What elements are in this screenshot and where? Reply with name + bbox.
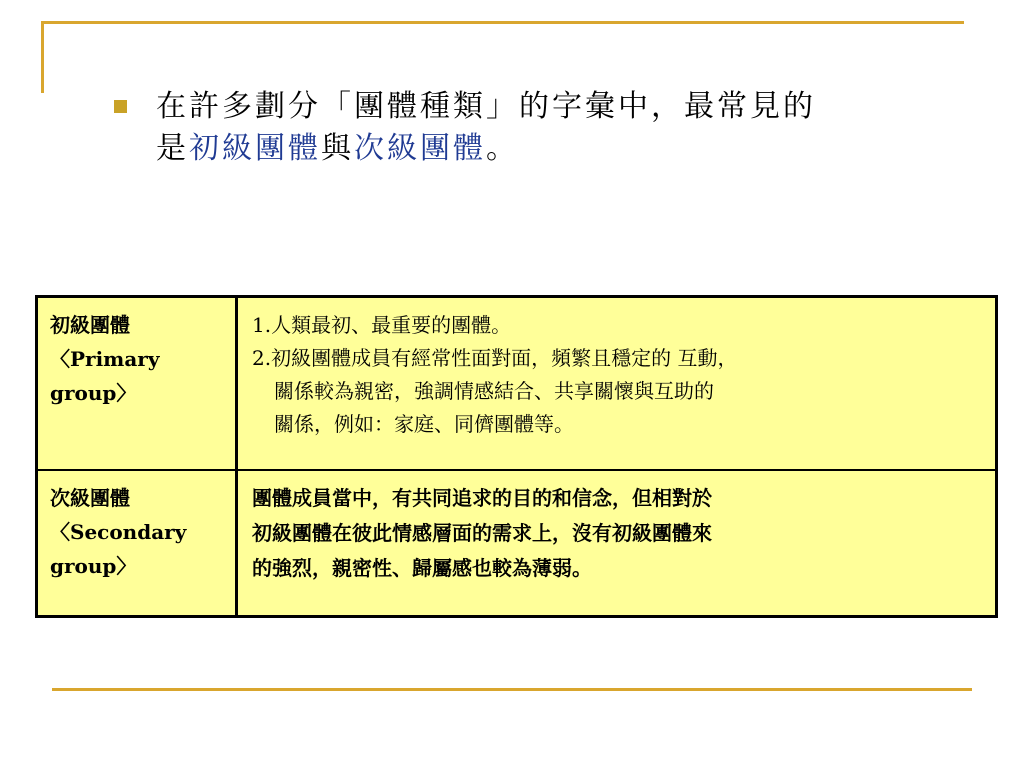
primary-term-en-2: group〉 [50, 381, 137, 405]
secondary-group-description-cell [252, 481, 972, 586]
bullet-text [156, 86, 1016, 170]
secondary-term-en-2: group〉 [50, 554, 137, 578]
secondary-desc-line-3: 的強烈，親密性、歸屬感也較為薄弱。 [252, 556, 592, 580]
table-row-divider [38, 469, 995, 471]
bullet-connector: 與 [321, 131, 354, 166]
table-column-divider [235, 298, 238, 615]
bullet-line-2-suffix: 。 [486, 131, 519, 166]
bullet-line-1: 在許多劃分「團體種類」的字彙中，最常見的 [156, 89, 816, 124]
group-comparison-table [35, 295, 998, 618]
secondary-desc-line-2: 初級團體在彼此情感層面的需求上，沒有初級團體來 [252, 521, 712, 545]
primary-group-term-cell [50, 308, 230, 410]
primary-term-en-1: 〈Primary [50, 347, 160, 371]
top-rule [41, 21, 964, 24]
primary-desc-item-2: 2.初級團體成員有經常性面對面，頻繁且穩定的 互動， [252, 346, 738, 370]
primary-group-description-cell [252, 309, 1002, 441]
bottom-rule [52, 688, 972, 691]
primary-desc-item-2-cont-1: 關係較為親密，強調情感結合、共享關懷與互助的 [274, 379, 714, 403]
bullet-line-2 [156, 128, 1016, 170]
term-primary-group: 初級團體 [189, 131, 321, 166]
secondary-term-zh: 次級團體 [50, 486, 130, 510]
secondary-group-term-cell [50, 481, 230, 583]
square-bullet-icon [114, 100, 127, 113]
secondary-desc-line-1: 團體成員當中，有共同追求的目的和信念，但相對於 [252, 486, 712, 510]
primary-desc-item-2-cont-2: 關係，例如：家庭、同儕團體等。 [274, 412, 574, 436]
primary-desc-item-1: 1.人類最初、最重要的團體。 [252, 313, 512, 337]
term-secondary-group: 次級團體 [354, 131, 486, 166]
bullet-line-2-prefix: 是 [156, 131, 189, 166]
secondary-term-en-1: 〈Secondary [50, 520, 187, 544]
left-rule [41, 21, 44, 93]
primary-term-zh: 初級團體 [50, 313, 130, 337]
